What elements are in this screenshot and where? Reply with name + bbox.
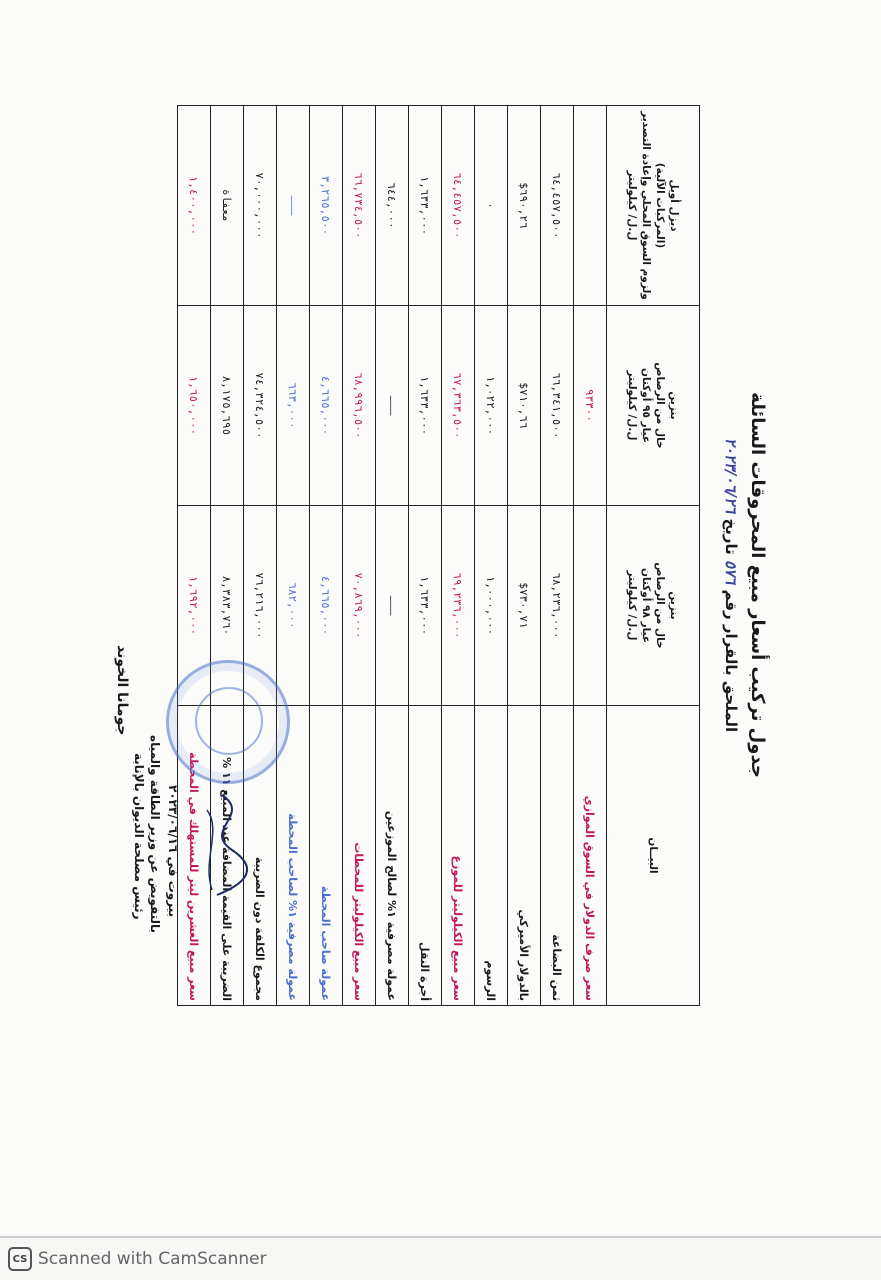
- table-row: [409, 106, 442, 1006]
- cell-diesel: ٠: [475, 106, 508, 306]
- cell-95: ٦٦٣,٠٠٠: [277, 306, 310, 506]
- row-label: سعر مبيع الكيلوليتر للموزع: [442, 706, 475, 1006]
- cell-diesel: ٣,٢٦٥,٥٠٠: [310, 106, 343, 306]
- cell-diesel: [574, 106, 607, 306]
- cell-95: ٤,٦٦٥,٠٠٠: [310, 306, 343, 506]
- scanner-footer: [8, 1246, 267, 1272]
- cell-diesel: ٧٠,٠٠٠,٠٠٠: [244, 106, 277, 306]
- cell-95: ———: [376, 306, 409, 506]
- cell-95: ٧٤,٣٢٤,٥٠٠: [244, 306, 277, 506]
- table-row: [277, 106, 310, 1006]
- table-row: [376, 106, 409, 1006]
- cell-95: ٦٦,٣٤١,٥٠٠: [541, 306, 574, 506]
- cell-diesel: ١,٦٣٣,٠٠٠: [409, 106, 442, 306]
- cell-95: ٦٨,٩٩٦,٥٠٠: [343, 306, 376, 506]
- row-label: أجرة النقل: [409, 706, 442, 1006]
- table-row: [310, 106, 343, 1006]
- cell-95: ٧١٠,٦٦$: [508, 306, 541, 506]
- cell-diesel: ٦٩٠,٢٦$: [508, 106, 541, 306]
- subtitle-date-prefix: تاريخ: [722, 518, 740, 555]
- row-label: بالدولار الأميركي: [508, 706, 541, 1006]
- row-label: مجموع الكلفة دون الضريبة: [244, 706, 277, 1006]
- header-col95: بنزين خال من الرصاص عيار ٩٥ أوكتان ل.ل/ كيلوليتر: [607, 306, 700, 506]
- stamp-center: [195, 687, 263, 755]
- table-header-row: [607, 106, 700, 1006]
- cell-95: ٨,١٧٥,٦٩٥: [211, 306, 244, 506]
- cell-diesel: ٦٤,٤٥٧,٥٠٠: [541, 106, 574, 306]
- cell-98: ٦٨,٢٣٦,٠٠٠: [541, 506, 574, 706]
- row-label: سعر مبيع العشرين ليتر للمستهلك في المحطة: [178, 706, 211, 1006]
- cell-95: ١,٠٢٢,٠٠٠: [475, 306, 508, 506]
- table-row: [442, 106, 475, 1006]
- row-label: الضريبة على القيمة المضافة عند المبيع ١١ %: [211, 706, 244, 1006]
- row-label: الرسوم: [475, 706, 508, 1006]
- cell-98: ١,٦٩٢,٠٠٠: [178, 506, 211, 706]
- table-row: [541, 106, 574, 1006]
- rotated-document: [110, 85, 770, 1085]
- decision-date: ٢٠٢٣/٠٦/٢٦: [722, 437, 740, 514]
- cell-diesel: ———: [277, 106, 310, 306]
- camscanner-logo-icon: CS: [8, 1247, 32, 1271]
- signature-name: جومانا الخوند: [114, 645, 130, 736]
- cell-98: ٦٩,٢٣٦,٠٠٠: [442, 506, 475, 706]
- cell-95: ١,٦٥٠,٠٠٠: [178, 306, 211, 506]
- header-col98: بنزين خال من الرصاص عيار ٩٨ أوكتان ل.ل/ كيلوليتر: [607, 506, 700, 706]
- page-subtitle: [722, 85, 740, 1085]
- header-diesel: ديزل أويل (المركبات الآلية) ولزوم السوق المحلي وإعادة التصدير ل.ل/ كيلوليتر: [607, 106, 700, 306]
- cell-diesel: ٦٦,٧٣٤,٥٠٠: [343, 106, 376, 306]
- header-label: البيــان: [607, 706, 700, 1006]
- cell-98: ١,٦٣٣,٠٠٠: [409, 506, 442, 706]
- row-label: سعر مبيع الكيلوليتر للمحطات: [343, 706, 376, 1006]
- subtitle-prefix: الملحق بالقرار رقم: [722, 589, 740, 733]
- cell-95: ١,٦٣٣,٠٠٠: [409, 306, 442, 506]
- signature-line2: رئيس مصلحة الديوان بالإنابة: [132, 753, 146, 920]
- row-label: عمولة مصرفية ١% لصاحب المحطة: [277, 706, 310, 1006]
- cell-98: ٧٦,٢١٦,٠٠٠: [244, 506, 277, 706]
- page-title: جدول تركيب أسعار مبيع المحروقات السائلة: [747, 392, 768, 778]
- cell-95: ٩٣٣٠٠: [574, 306, 607, 506]
- official-stamp: [166, 660, 290, 784]
- cell-95: ٦٧,٣٦٣,٥٠٠: [442, 306, 475, 506]
- decision-number: ٥٧٦: [722, 560, 740, 585]
- table-row: [574, 106, 607, 1006]
- row-label: سعر صرف الدولار في السوق الموازي: [574, 706, 607, 1006]
- table-row: [475, 106, 508, 1006]
- cell-98: ٧٠,٨٦٩,٠٠٠: [343, 506, 376, 706]
- cell-98: ٨,٣٨٣,٧٦٠: [211, 506, 244, 706]
- handwritten-signature: [192, 790, 262, 900]
- cell-diesel: ٦٤٤,٠٠٠: [376, 106, 409, 306]
- cell-98: ———: [376, 506, 409, 706]
- table-row: [508, 106, 541, 1006]
- cell-98: ٦٨٢,٠٠٠: [277, 506, 310, 706]
- cell-98: [574, 506, 607, 706]
- cell-98: ١,٠٠٠,٠٠٠: [475, 506, 508, 706]
- cell-98: ٤,٦٦٥,٠٠٠: [310, 506, 343, 706]
- row-label: عمولة مصرفية ١% لصالح الموزعين: [376, 706, 409, 1006]
- cell-diesel: معفاة: [211, 106, 244, 306]
- signature-line1: بالتفويض عن وزير الطاقة والمياه: [148, 735, 162, 934]
- table-row: [343, 106, 376, 1006]
- cell-diesel: ١,٤٠٠,٠٠٠: [178, 106, 211, 306]
- page-edge-divider: [0, 1236, 881, 1238]
- row-label: ثمن البضاعة: [541, 706, 574, 1006]
- signature-place-date: بيروت في ٢٠٢٣/٠٦/١٦: [166, 785, 180, 918]
- cell-98: ٧٣٠,٧١$: [508, 506, 541, 706]
- cell-diesel: ٦٤,٤٥٧,٥٠٠: [442, 106, 475, 306]
- scanner-watermark-text: Scanned with CamScanner: [38, 1249, 267, 1269]
- row-label: عمولة صاحب المحطة: [310, 706, 343, 1006]
